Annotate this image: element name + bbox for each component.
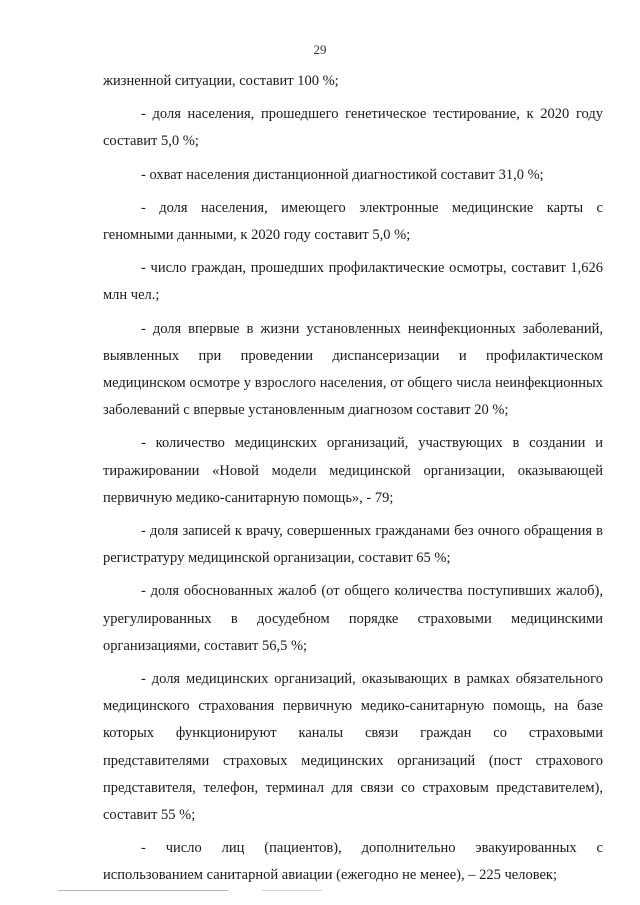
paragraph: - количество медицинских организаций, участвующих в создании и тиражировании «Новой модели медицинской организации, оказывающей первичную медико-санитарную помощь», - 79; [103, 435, 603, 506]
scan-artifact-line [262, 890, 322, 891]
paragraph: - доля впервые в жизни установленных неинфекционных заболеваний, выявленных при проведении диспансеризации и профилактическом медицинском осмотре у взрослого населения, от общего числа неинфекционных заболеваний с впервые установленным диагнозом составит 20 %; [103, 320, 603, 419]
paragraph: - число граждан, прошедших профилактические осмотры, составит 1,626 млн чел.; [103, 260, 603, 304]
paragraph: - доля записей к врачу, совершенных гражданами без очного обращения в регистратуру медицинской организации, составит 65 %; [103, 523, 603, 567]
paragraph: - охват населения дистанционной диагностикой составит 31,0 %; [141, 166, 544, 183]
page-number: 29 [313, 42, 327, 57]
paragraph: - доля населения, прошедшего генетическое тестирование, к 2020 году составит 5,0 %; [103, 106, 603, 150]
paragraph: жизненной ситуации, составит 100 %; [103, 73, 339, 89]
paragraph: - доля населения, имеющего электронные медицинские карты с геномными данными, к 2020 году составит 5,0 %; [103, 199, 603, 244]
paragraph: - доля медицинских организаций, оказывающих в рамках обязательного медицинского страхования первичную медико-санитарную помощь, на базе которых функционируют каналы связи граждан со страховыми представителями страховых медицинских организаций (пост страхового представителя, телефон, терминал для связи со страховым представителем), составит 55 %; [103, 671, 603, 824]
scan-artifact-line [58, 890, 228, 891]
paragraph: - число лиц (пациентов), дополнительно эвакуированных с использованием санитарной авиации (ежегодно не менее), – 225 человек; [103, 840, 603, 884]
document-body [103, 68, 603, 896]
paragraph: - доля обоснованных жалоб (от общего количества поступивших жалоб), урегулированных в досудебном порядке страховыми медицинскими организациями, составит 56,5 %; [103, 583, 603, 654]
